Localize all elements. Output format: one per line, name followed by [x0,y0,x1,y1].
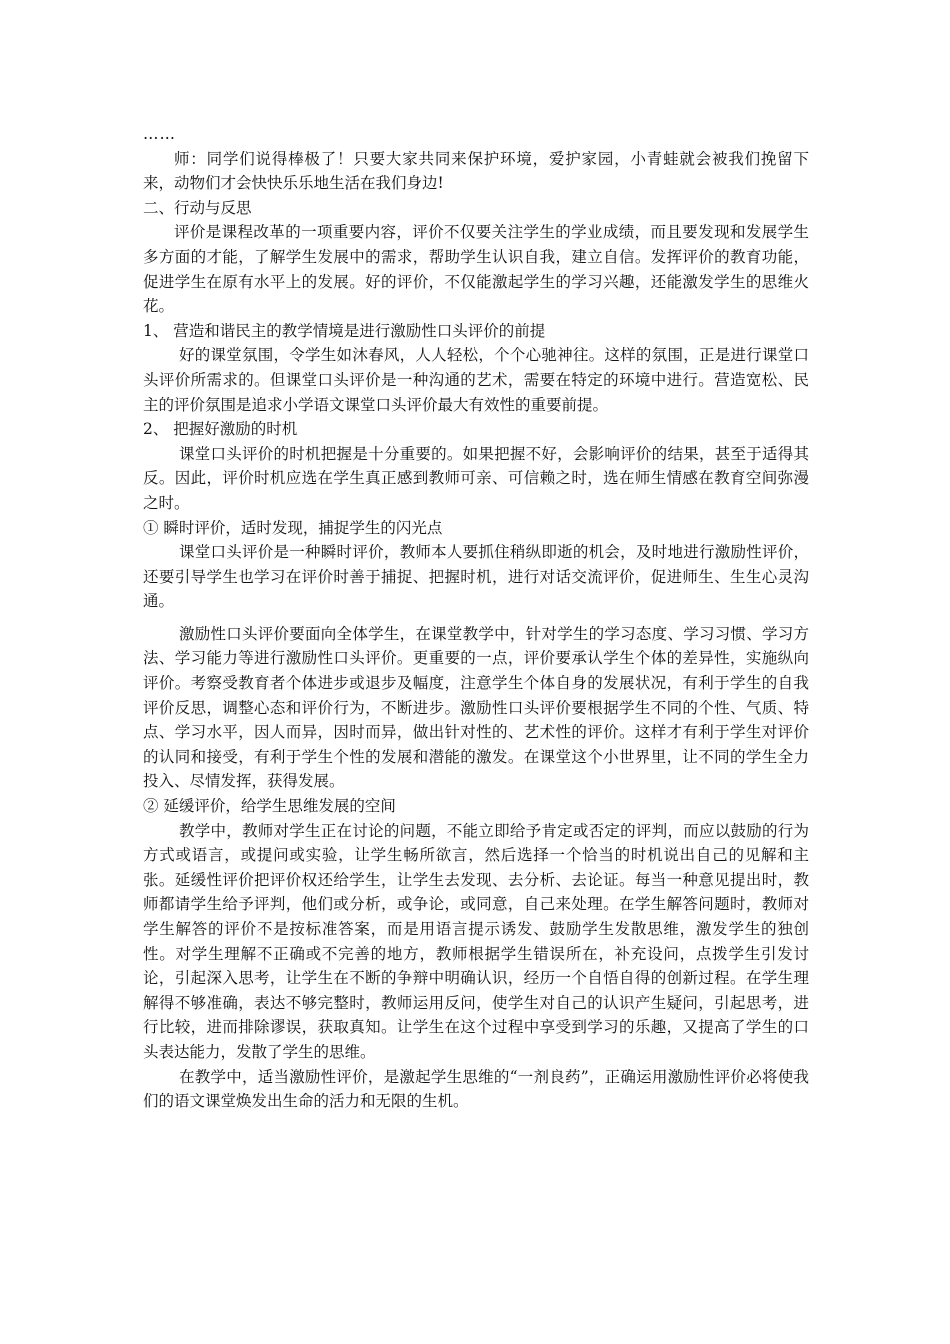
conclusion-paragraph: 在教学中，适当激励性评价，是激起学生思维的“一剂良药”，正确运用激励性评价必将使我们的语文课堂焕发出生命的活力和无限的生机。 [143,1067,809,1111]
intro-paragraph: 评价是课程改革的一项重要内容，评价不仅要关注学生的学业成绩，而且要发现和发展学生多方面的才能，了解学生发展中的需求，帮助学生认识自我，建立自信。发挥评价的教育功能，促进学生在原有水平上的发展。好的评价，不仅能激起学生的学习兴趣，还能激发学生的思维火花。 [143,223,809,316]
section-heading: 二、行动与反思 [143,198,252,217]
point1-heading: 1、 营造和谐民主的教学情境是进行激励性口头评价的前提 [143,321,546,340]
point2-heading: 2、 把握好激励的时机 [143,420,298,439]
sub2-heading: ② 延缓评价，给学生思维发展的空间 [143,797,396,816]
sub2-paragraph: 教学中，教师对学生正在讨论的问题，不能立即给予肯定或否定的评判，而应以鼓励的行为方式或语言，或提问或实验，让学生畅所欲言，然后选择一个恰当的时机说出自己的见解和主张。延缓性评价把评价权还给学生，让学生去发现、去分析、去论证。每当一种意见提出时，教师都请学生给予评判，他们或分析，或争论，或同意，自己来处理。在学生解答问题时，教师对学生解答的评价不是按标准答案，而是用语言提示诱发、鼓励学生发散思维，激发学生的独创性。对学生理解不正确或不完善的地方，教师根据学生错误所在，补充设问，点拨学生引发讨论，引起深入思考，让学生在不断的争辩中明确认识，经历一个自悟自得的创新过程。在学生理解得不够准确，表达不够完整时，教师运用反问，使学生对自己的认识产生疑问，引起思考，进行比较，进而排除谬误，获取真知。让学生在这个过程中享受到学习的乐趣，又提高了学生的口头表达能力，发散了学生的思维。 [143,821,809,1061]
point2-paragraph: 课堂口头评价的时机把握是十分重要的。如果把握不好，会影响评价的结果，甚至于适得其反。因此，评价时机应选在学生真正感到教师可亲、可信赖之时，选在师生情感在教育空间弥漫之时。 [143,444,809,512]
document-body [143,122,809,1114]
ellipsis: …… [143,125,176,143]
paragraph-gap [143,614,809,622]
sub1-paragraph-1: 课堂口头评价是一种瞬时评价，教师本人要抓住稍纵即逝的机会，及时地进行激励性评价，还要引导学生也学习在评价时善于捕捉、把握时机，进行对话交流评价，促进师生、生生心灵沟通。 [143,543,809,611]
sub1-paragraph-2: 激励性口头评价要面向全体学生，在课堂教学中，针对学生的学习态度、学习习惯、学习方法、学习能力等进行激励性口头评价。更重要的一点，评价要承认学生个体的差异性，实施纵向评价。考察受教育者个体进步或退步及幅度，注意学生个体自身的发展状况，有利于学生的自我评价反思，调整心态和评价行为，不断进步。激励性口头评价要根据学生不同的个性、气质、特点、学习水平，因人而异，因时而异，做出针对性的、艺术性的评价。这样才有利于学生对评价的认同和接受，有利于学生个性的发展和潜能的激发。在课堂这个小世界里，让不同的学生全力投入、尽情发挥，获得发展。 [143,624,809,791]
sub1-heading: ① 瞬时评价，适时发现，捕捉学生的闪光点 [143,518,443,537]
point1-paragraph: 好的课堂氛围，令学生如沐春风，人人轻松，个个心驰神往。这样的氛围，正是进行课堂口头评价所需求的。但课堂口头评价是一种沟通的艺术，需要在特定的环境中进行。营造宽松、民主的评价氛围是追求小学语文课堂口头评价最大有效性的重要前提。 [143,346,809,414]
teacher-line: 师：同学们说得棒极了！只要大家共同来保护环境，爱护家园，小青蛙就会被我们挽留下来，动物们才会快快乐乐地生活在我们身边! [143,149,809,193]
